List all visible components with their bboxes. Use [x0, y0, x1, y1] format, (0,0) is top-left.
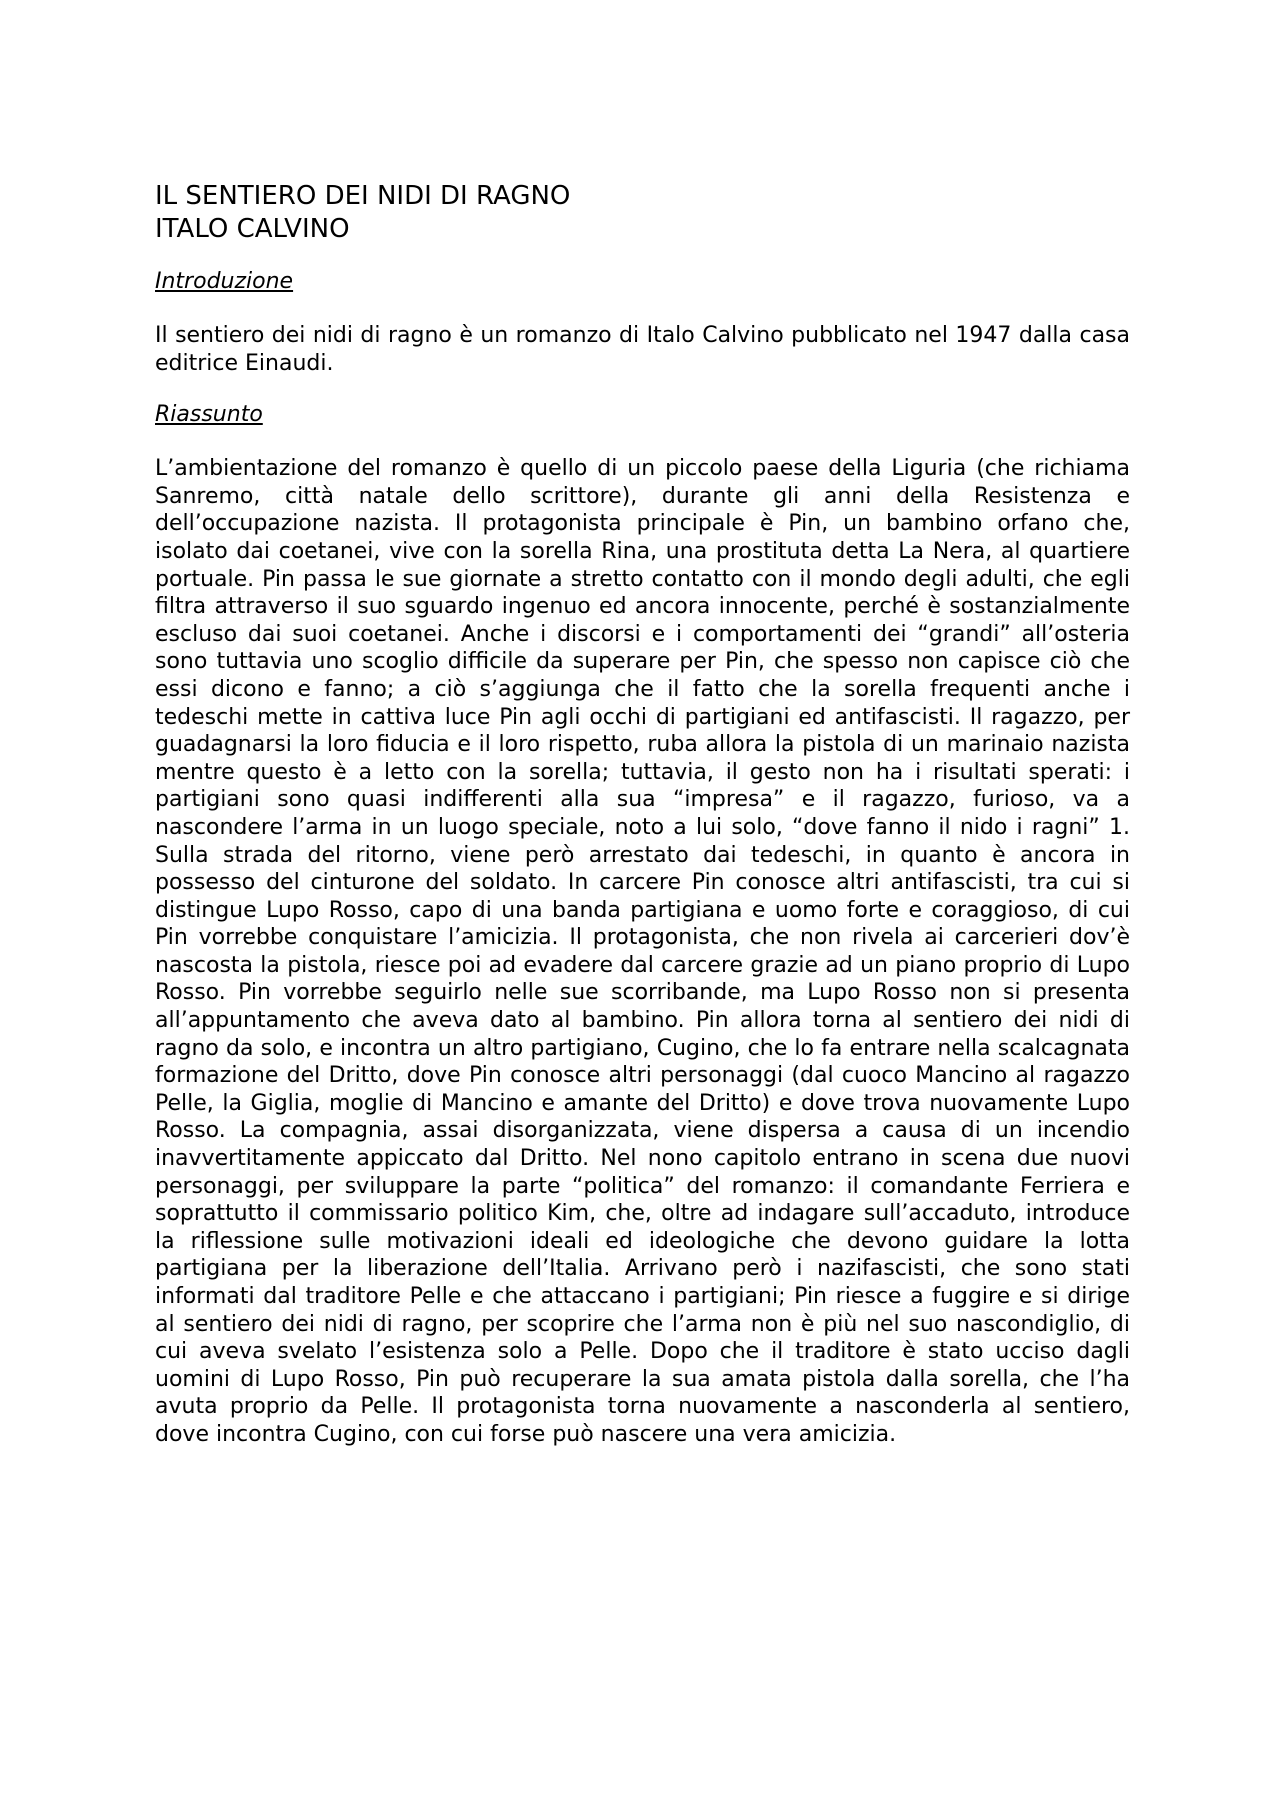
section-text-introduzione: Il sentiero dei nidi di ragno è un romanzo di Italo Calvino pubblicato nel 1947 dalla casa editrice Einaudi. — [155, 323, 1130, 376]
document-page — [155, 180, 1130, 1449]
document-author: ITALO CALVINO — [155, 214, 350, 244]
document-title: IL SENTIERO DEI NIDI DI RAGNO — [155, 181, 571, 211]
section-heading-riassunto: Riassunto — [155, 402, 263, 428]
section-text-riassunto: L’ambientazione del romanzo è quello di un piccolo paese della Liguria (che richiama Sanremo, città natale dello scrittore), durante gli anni della Resistenza e dell’occupazione nazista. Il protagonista principale è Pin, un bambino orfano che, isolato dai coetanei, vive con la sorella Rina, una prostituta detta La Nera, al quartiere portuale. Pin passa le sue giornate a stretto contatto con il mondo degli adulti, che egli filtra attraverso il suo sguardo ingenuo ed ancora innocente, perché è sostanzialmente escluso dai suoi coetanei. Anche i discorsi e i comportamenti dei “grandi” all’osteria sono tuttavia uno scoglio difficile da superare per Pin, che spesso non capisce ciò che essi dicono e fanno; a ciò s’aggiunga che il fatto che la sorella frequenti anche i tedeschi mette in cattiva luce Pin agli occhi di partigiani ed antifascisti. Il ragazzo, per guadagnarsi la loro fiducia e il loro rispetto, ruba allora la pistola di un marinaio nazista mentre questo è a letto con la sorella; tuttavia, il gesto non ha i risultati sperati: i partigiani sono quasi indifferenti alla sua “impresa” e il ragazzo, furioso, va a nascondere l’arma in un luogo speciale, noto a lui solo, “dove fanno il nido i ragni” 1. Sulla strada del ritorno, viene però arrestato dai tedeschi, in quanto è ancora in possesso del cinturone del soldato. In carcere Pin conosce altri antifascisti, tra cui si distingue Lupo Rosso, capo di una banda partigiana e uomo forte e coraggioso, di cui Pin vorrebbe conquistare l’amicizia. Il protagonista, che non rivela ai carcerieri dov’è nascosta la pistola, riesce poi ad evadere dal carcere grazie ad un piano proprio di Lupo Rosso. Pin vorrebbe seguirlo nelle sue scorribande, ma Lupo Rosso non si presenta all’appuntamento che aveva dato al bambino. Pin allora torna al sentiero dei nidi di ragno da solo, e incontra un altro partigiano, Cugino, che lo fa entrare nella scalcagnata formazione del Dritto, dove Pin conosce altri personaggi (dal cuoco Mancino al ragazzo Pelle, la Giglia, moglie di Mancino e amante del Dritto) e dove trova nuovamente Lupo Rosso. La compagnia, assai disorganizzata, viene dispersa a causa di un incendio inavvertitamente appiccato dal Dritto. Nel nono capitolo entrano in scena due nuovi personaggi, per sviluppare la parte “politica” del romanzo: il comandante Ferriera e soprattutto il commissario politico Kim, che, oltre ad indagare sull’accaduto, introduce la riflessione sulle motivazioni ideali ed ideologiche che devono guidare la lotta partigiana per la liberazione dell’Italia. Arrivano però i nazifascisti, che sono stati informati dal traditore Pelle e che attaccano i partigiani; Pin riesce a fuggire e si dirige al sentiero dei nidi di ragno, per scoprire che l’arma non è più nel suo nascondiglio, di cui aveva svelato l’esistenza solo a Pelle. Dopo che il traditore è stato ucciso dagli uomini di Lupo Rosso, Pin può recuperare la sua amata pistola dalla sorella, che l’ha avuta proprio da Pelle. Il protagonista torna nuovamente a nasconderla al sentiero, dove incontra Cugino, con cui forse può nascere una vera amicizia. — [155, 456, 1130, 1447]
section-heading-introduzione: Introduzione — [155, 269, 294, 294]
